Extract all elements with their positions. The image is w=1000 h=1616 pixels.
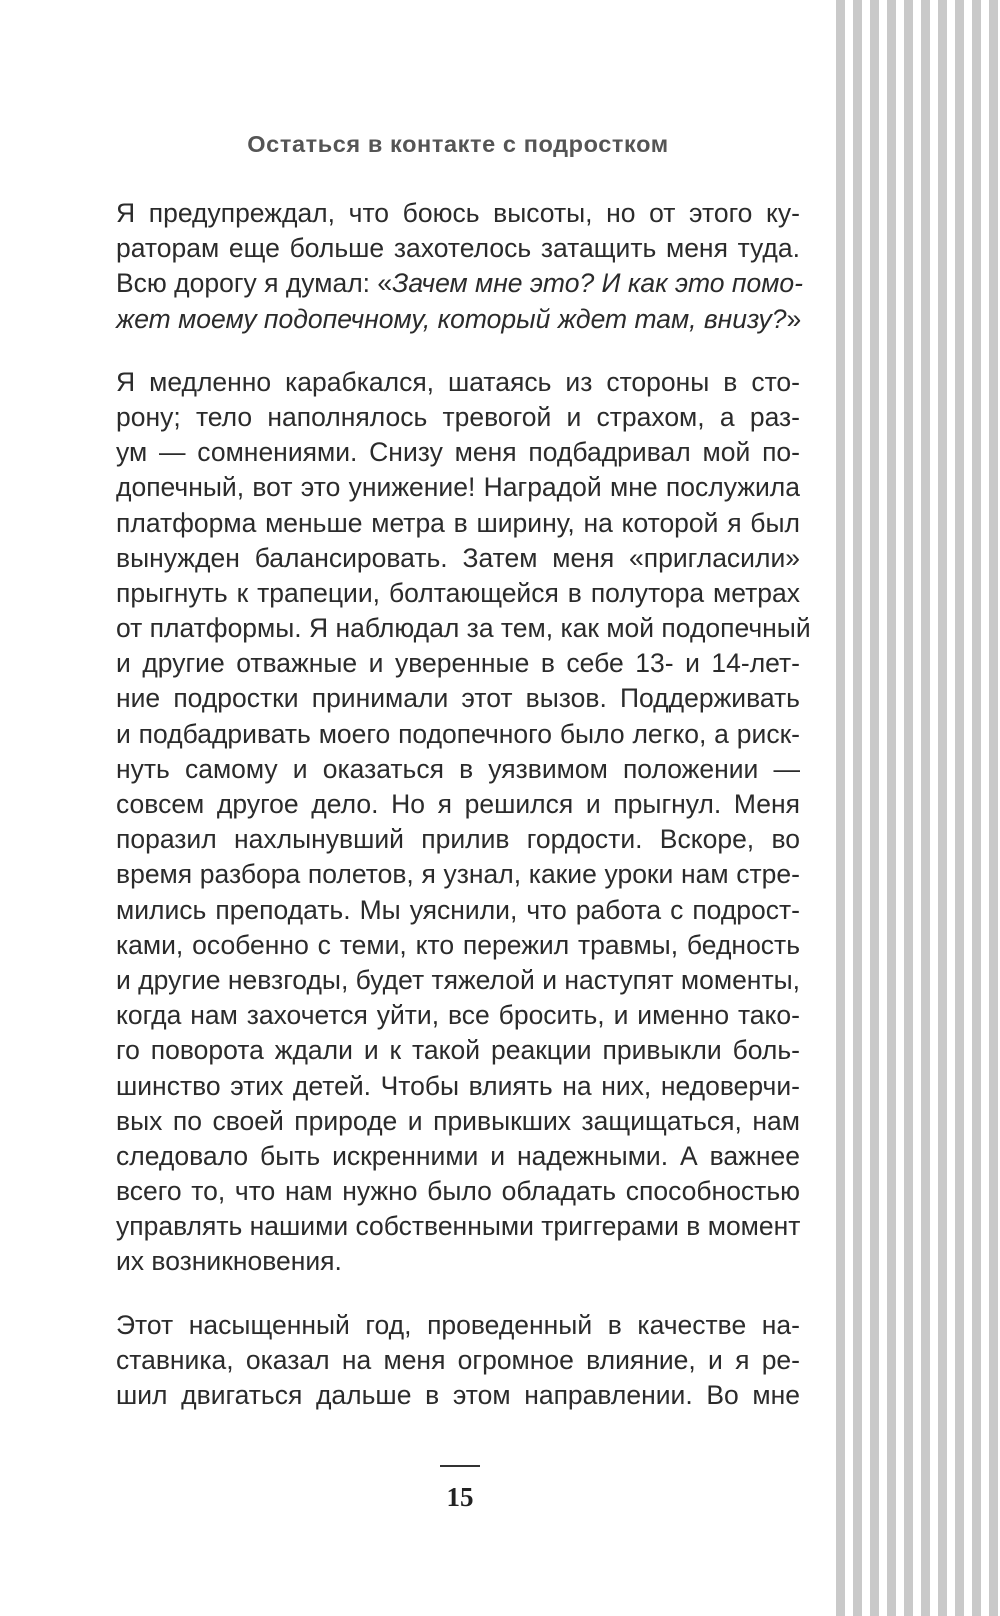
text-line: вынужден балансировать. Затем меня «пригласили» [116,542,800,573]
decorative-side-stripes [836,0,1000,1616]
text-line: го поворота ждали и к такой реакции привыкли боль- [116,1035,800,1066]
text-line: время разбора полетов, я узнал, какие уроки нам стре- [116,859,800,890]
text-line: рону; тело наполнялось тревогой и страхом, а раз- [116,401,800,432]
text-line: их возникновения. [116,1246,342,1277]
text-line: раторам еще больше захотелось затащить меня туда. [116,233,800,264]
text-line: и другие невзгоды, будет тяжелой и наступят моменты, [116,964,800,995]
text-line [116,302,800,337]
body-text [116,196,811,1441]
text-segment: » [786,303,802,334]
text-line: допечный, вот это унижение! Наградой мне послужила [116,472,800,503]
text-line: ум — сомнениями. Снизу меня подбадривал мой по- [116,437,800,468]
text-line [116,266,803,301]
paragraph-1 [116,196,803,337]
text-line: и другие отважные и уверенные в себе 13- и 14-лет- [116,648,800,679]
text-line: когда нам захочется уйти, все бросить, и именно тако- [116,1000,800,1031]
italic-quote: жет моему подопечному, который ждет там, внизу? [116,303,787,334]
running-head: Остаться в контакте с подростком [247,131,669,157]
text-line: управлять нашими собственными триггерами в момент [116,1211,801,1242]
paragraph-3 [116,1308,800,1414]
text-line: ками, особенно с теми, кто пережил травмы, бедность [116,929,800,960]
text-line: прыгнуть к трапеции, болтающейся в полутора метрах [116,577,800,608]
text-line: совсем другое дело. Но я решился и прыгнул. Меня [116,789,800,819]
text-line: Я предупреждал, что боюсь высоты, но от этого ку- [116,198,800,228]
text-line: Этот насыщенный год, проведенный в качестве на- [116,1309,800,1340]
text-line: нуть самому и оказаться в уязвимом положении — [116,753,800,784]
italic-quote: Зачем мне это? И как это помо- [392,268,803,299]
text-line: ставника, оказал на меня огромное влияние, и я ре- [116,1344,800,1375]
page-number: 15 [446,1482,474,1512]
text-line: всего то, что нам нужно было обладать способностью [116,1176,800,1207]
text-line: от платформы. Я наблюдал за тем, как мой подопечный [116,613,811,644]
paragraph-2 [116,365,811,1280]
text-line: ние подростки принимали этот вызов. Поддерживать [116,683,800,714]
text-line: шинство этих детей. Чтобы влиять на них, недоверчи- [116,1070,800,1101]
text-line: поразил нахлынувший прилив гордости. Вскоре, во [116,824,800,855]
text-segment: Всю дорогу я думал: « [116,268,393,299]
text-line: и подбадривать моего подопечного было легко, а риск- [116,718,800,749]
page-number-rule [440,1465,480,1467]
text-line: платформа меньше метра в ширину, на которой я был [116,507,800,538]
text-line: Я медленно карабкался, шатаясь из стороны в сто- [116,366,800,397]
text-line: мились преподать. Мы уяснили, что работа с подрост- [116,894,800,925]
text-line: шил двигаться дальше в этом направлении. Во мне [116,1380,800,1410]
text-line: следовало быть искренними и надежными. А важнее [116,1140,800,1171]
text-line: вых по своей природе и привыкших защищаться, нам [116,1105,800,1136]
